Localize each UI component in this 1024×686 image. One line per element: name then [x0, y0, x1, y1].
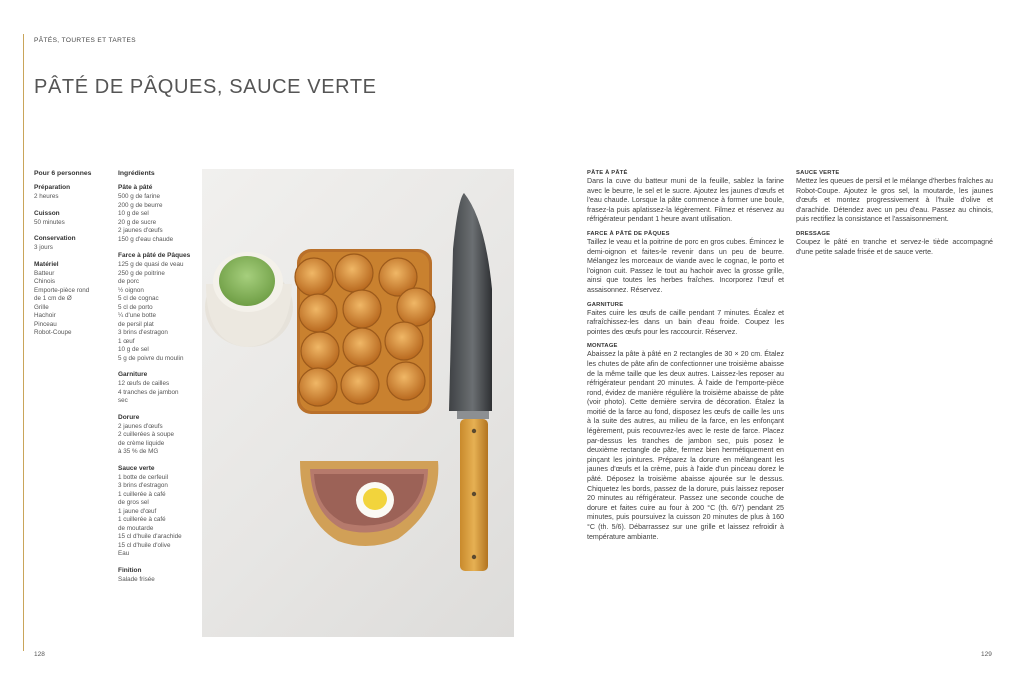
pastry-disc [341, 366, 379, 404]
ingredient-line: à 35 % de MG [118, 448, 159, 455]
ingredient-line: 250 g de poitrine [118, 269, 165, 277]
meta-block [34, 210, 112, 228]
ingredient-line: Salade frisée [118, 575, 155, 583]
ingredient-line: 5 cl de porto [118, 303, 153, 311]
ingredient-heading: Dorure [118, 413, 140, 421]
ingredient-line: de gros sel [118, 499, 149, 506]
step-text: Taillez le veau et la poitrine de porc en gros cubes. Émincez le demi-oignon et faites-le revenir dans un peu de beurre. Mélangez les morceaux de viande avec le cognac, le porto et l'oignon cuit. Passez le tout au hachoir avec la grosse grille, ainsi que toutes les herbes fraîches. Incorporez l'œuf et assaisonnez. Réservez. [587, 237, 784, 294]
ingredient-line: 10 g de sel [118, 346, 149, 353]
meta-block [34, 261, 112, 338]
ingredient-block [118, 252, 200, 363]
ingredient-line: 2 jaunes d'œufs [118, 227, 163, 234]
step-text: Dans la cuve du batteur muni de la feuille, sablez la farine avec le beurre, le sel et le sucre. Ajoutez les jaunes d'œufs et l'eau chaude. Lorsque la pâte commence à former une boule, frasez-la puis aplatissez-la légèrement. Filmez et réservez au réfrigérateur pendant 1 heure avant utilisation. [587, 177, 784, 224]
step-heading: PÂTE À PÂTÉ [587, 170, 628, 176]
sauce-pot [205, 252, 293, 347]
pastry-disc [335, 254, 373, 292]
step-text: Faites cuire les œufs de caille pendant 7 minutes. Écalez et rafraîchissez-les dans un bain d'eau froide. Coupez les pointes des œufs pour les raccourcir. Réservez. [587, 308, 784, 336]
meta-line: Emporte-pièce rond [34, 286, 90, 294]
pate-illustration [202, 169, 514, 637]
servings: Pour 6 personnes [34, 170, 92, 177]
ingredient-line: 500 g de farine [118, 193, 161, 200]
step-text: Abaissez la pâte à pâté en 2 rectangles de 30 × 20 cm. Étalez les chutes de pâte afin de confectionner une troisième abaisse de la même taille que les deux autres. Laissez-les reposer au réfrigérateur pendant 20 minutes. À l'aide de l'emporte-pièce rond, évidez de manière régulière la troisième abaisse de pâte (voir photo). Cette dernière servira de décoration. Étalez la moitié de la farce au fond, disposez les œufs de caille les uns à la suite des autres, au milieu de la farce, en les enfonçant légèrement, puis recouvrez-les avec le reste de farce. Placez par-dessus les tranches de jambon sec, puis posez le deuxième rectangle de pâte, fermez bien hermétiquement en pinçant les jointures. Préparez la dorure en mélangeant les jaunes d'œufs et la crème, puis à l'aide d'un pinceau dorez le pâté. Déposez la troisième abaisse ajourée sur le dessus. Chiquetez les bords, passez de la dorure, puis laissez reposer 20 minutes au réfrigérateur. Passez une seconde couche de dorure et faites cuire au four à 200 °C (th. 6/7) pendant 25 minutes, puis poursuivez la cuisson 20 minutes de plus à 160 °C (th. 5/6). Débarrassez sur une grille et laissez refroidir à température ambiante. [587, 350, 784, 541]
page-number-right: 129 [981, 651, 992, 658]
pate-photo [202, 169, 514, 637]
method-column-2 [796, 170, 993, 257]
meta-heading: Matériel [34, 260, 59, 268]
ingredient-line: 200 g de beurre [118, 201, 163, 209]
ingredient-line: ½ oignon [118, 286, 144, 294]
ingredient-heading: Finition [118, 566, 142, 574]
meta-block [34, 184, 112, 202]
ingredient-line: 3 brins d'estragon [118, 482, 168, 489]
step-text: Coupez le pâté en tranche et servez-le tiède accompagné d'une petite salade frisée et de sauce verte. [796, 237, 993, 256]
meta-blocks [34, 184, 112, 338]
meta-line: 3 jours [34, 244, 53, 251]
ingredient-line: 2 cuillerées à soupe [118, 431, 175, 438]
margin-rule [23, 34, 24, 651]
step-heading: SAUCE VERTE [796, 170, 840, 176]
ingredient-line: 150 g d'eau chaude [118, 235, 174, 243]
meta-line: Batteur [34, 269, 55, 277]
step-text: Mettez les queues de persil et le mélange d'herbes fraîches au Robot-Coupe. Ajoutez le gros sel, la moutarde, les jaunes d'œufs et montez progressivement à l'huile d'olive et d'arachide. Détendez avec un peu d'eau. Passez au chinois, puis rectifiez la consistance et l'assaisonnement. [796, 177, 993, 224]
pastry-disc [387, 362, 425, 400]
pastry-disc [343, 290, 381, 328]
step-heading: DRESSAGE [796, 230, 831, 237]
pastry-disc [299, 294, 337, 332]
ingredient-line: de persil plat [118, 320, 154, 328]
ingredient-block [118, 184, 200, 244]
pastry-disc [385, 322, 423, 360]
pate-whole [295, 249, 435, 414]
meta-line: Chinois [34, 278, 55, 285]
ingredient-block [118, 465, 200, 559]
ingredient-heading: Farce à pâté de Pâques [118, 252, 191, 259]
meta-line: Pinceau [34, 320, 57, 328]
meta-heading: Préparation [34, 184, 71, 191]
ingredient-line: Eau [118, 550, 130, 557]
ingredient-block [118, 371, 200, 406]
ingredient-line: 1 jaune d'œuf [118, 507, 157, 515]
recipe-meta [34, 170, 112, 346]
pastry-disc [295, 258, 333, 296]
ingredient-line: 1 cuillerée à café [118, 490, 166, 498]
ingredient-line: de crème liquide [118, 439, 165, 447]
ingredient-blocks [118, 184, 200, 584]
method-column-1 [587, 170, 784, 542]
ingredient-line: 10 g de sel [118, 210, 149, 217]
step-heading: MONTAGE [587, 343, 618, 350]
ingredient-line: sec [118, 397, 128, 404]
ingredient-heading: Garniture [118, 371, 148, 378]
pastry-disc [343, 328, 381, 366]
pastry-disc [301, 332, 339, 370]
step-heading: GARNITURE [587, 301, 624, 308]
ingredient-line: ¼ d'une botte [118, 312, 156, 319]
meta-heading: Conservation [34, 235, 76, 242]
ingredient-line: de moutarde [118, 524, 154, 532]
ingredients-title: Ingrédients [118, 170, 155, 177]
meta-block [34, 235, 112, 253]
ingredient-line: 15 cl d'huile d'olive [118, 541, 171, 549]
pastry-disc [299, 368, 337, 406]
meta-line: Robot-Coupe [34, 329, 72, 336]
ingredient-line: de porc [118, 278, 140, 285]
meta-line: Hachoir [34, 312, 56, 319]
pastry-disc [397, 288, 435, 326]
meta-heading: Cuisson [34, 209, 60, 217]
step-heading: FARCE À PÂTÉ DE PÂQUES [587, 230, 670, 237]
ingredient-line: 12 œufs de cailles [118, 380, 170, 387]
ingredient-line: 4 tranches de jambon [118, 388, 179, 396]
ingredient-line: 20 g de sucre [118, 218, 157, 226]
ingredient-line: 5 g de poivre du moulin [118, 354, 184, 362]
page-number-left: 128 [34, 651, 45, 658]
ingredients-list [118, 170, 200, 592]
meta-line: de 1 cm de Ø [34, 295, 72, 302]
ingredient-line: 125 g de quasi de veau [118, 261, 184, 268]
ingredient-line: 15 cl d'huile d'arachide [118, 533, 182, 540]
recipe-title: PÂTÉ DE PÂQUES, SAUCE VERTE [34, 76, 377, 98]
ingredient-heading: Pâte à pâté [118, 184, 153, 191]
ingredient-line: 1 œuf [118, 337, 135, 345]
meta-line: Grille [34, 303, 49, 311]
ingredient-line: 5 cl de cognac [118, 295, 159, 302]
ingredient-heading: Sauce verte [118, 464, 155, 472]
section-label: PÂTÉS, TOURTES ET TARTES [34, 37, 136, 44]
ingredient-line: 3 brins d'estragon [118, 329, 168, 336]
ingredient-block [118, 414, 200, 457]
ingredient-line: 1 cuillerée à café [118, 516, 166, 523]
knife [449, 193, 492, 571]
ingredient-block [118, 567, 200, 585]
meta-line: 50 minutes [34, 218, 65, 226]
pate-slice [300, 461, 438, 546]
ingredient-line: 1 botte de cerfeuil [118, 473, 169, 481]
ingredient-line: 2 jaunes d'œufs [118, 422, 163, 430]
meta-line: 2 heures [34, 193, 59, 200]
